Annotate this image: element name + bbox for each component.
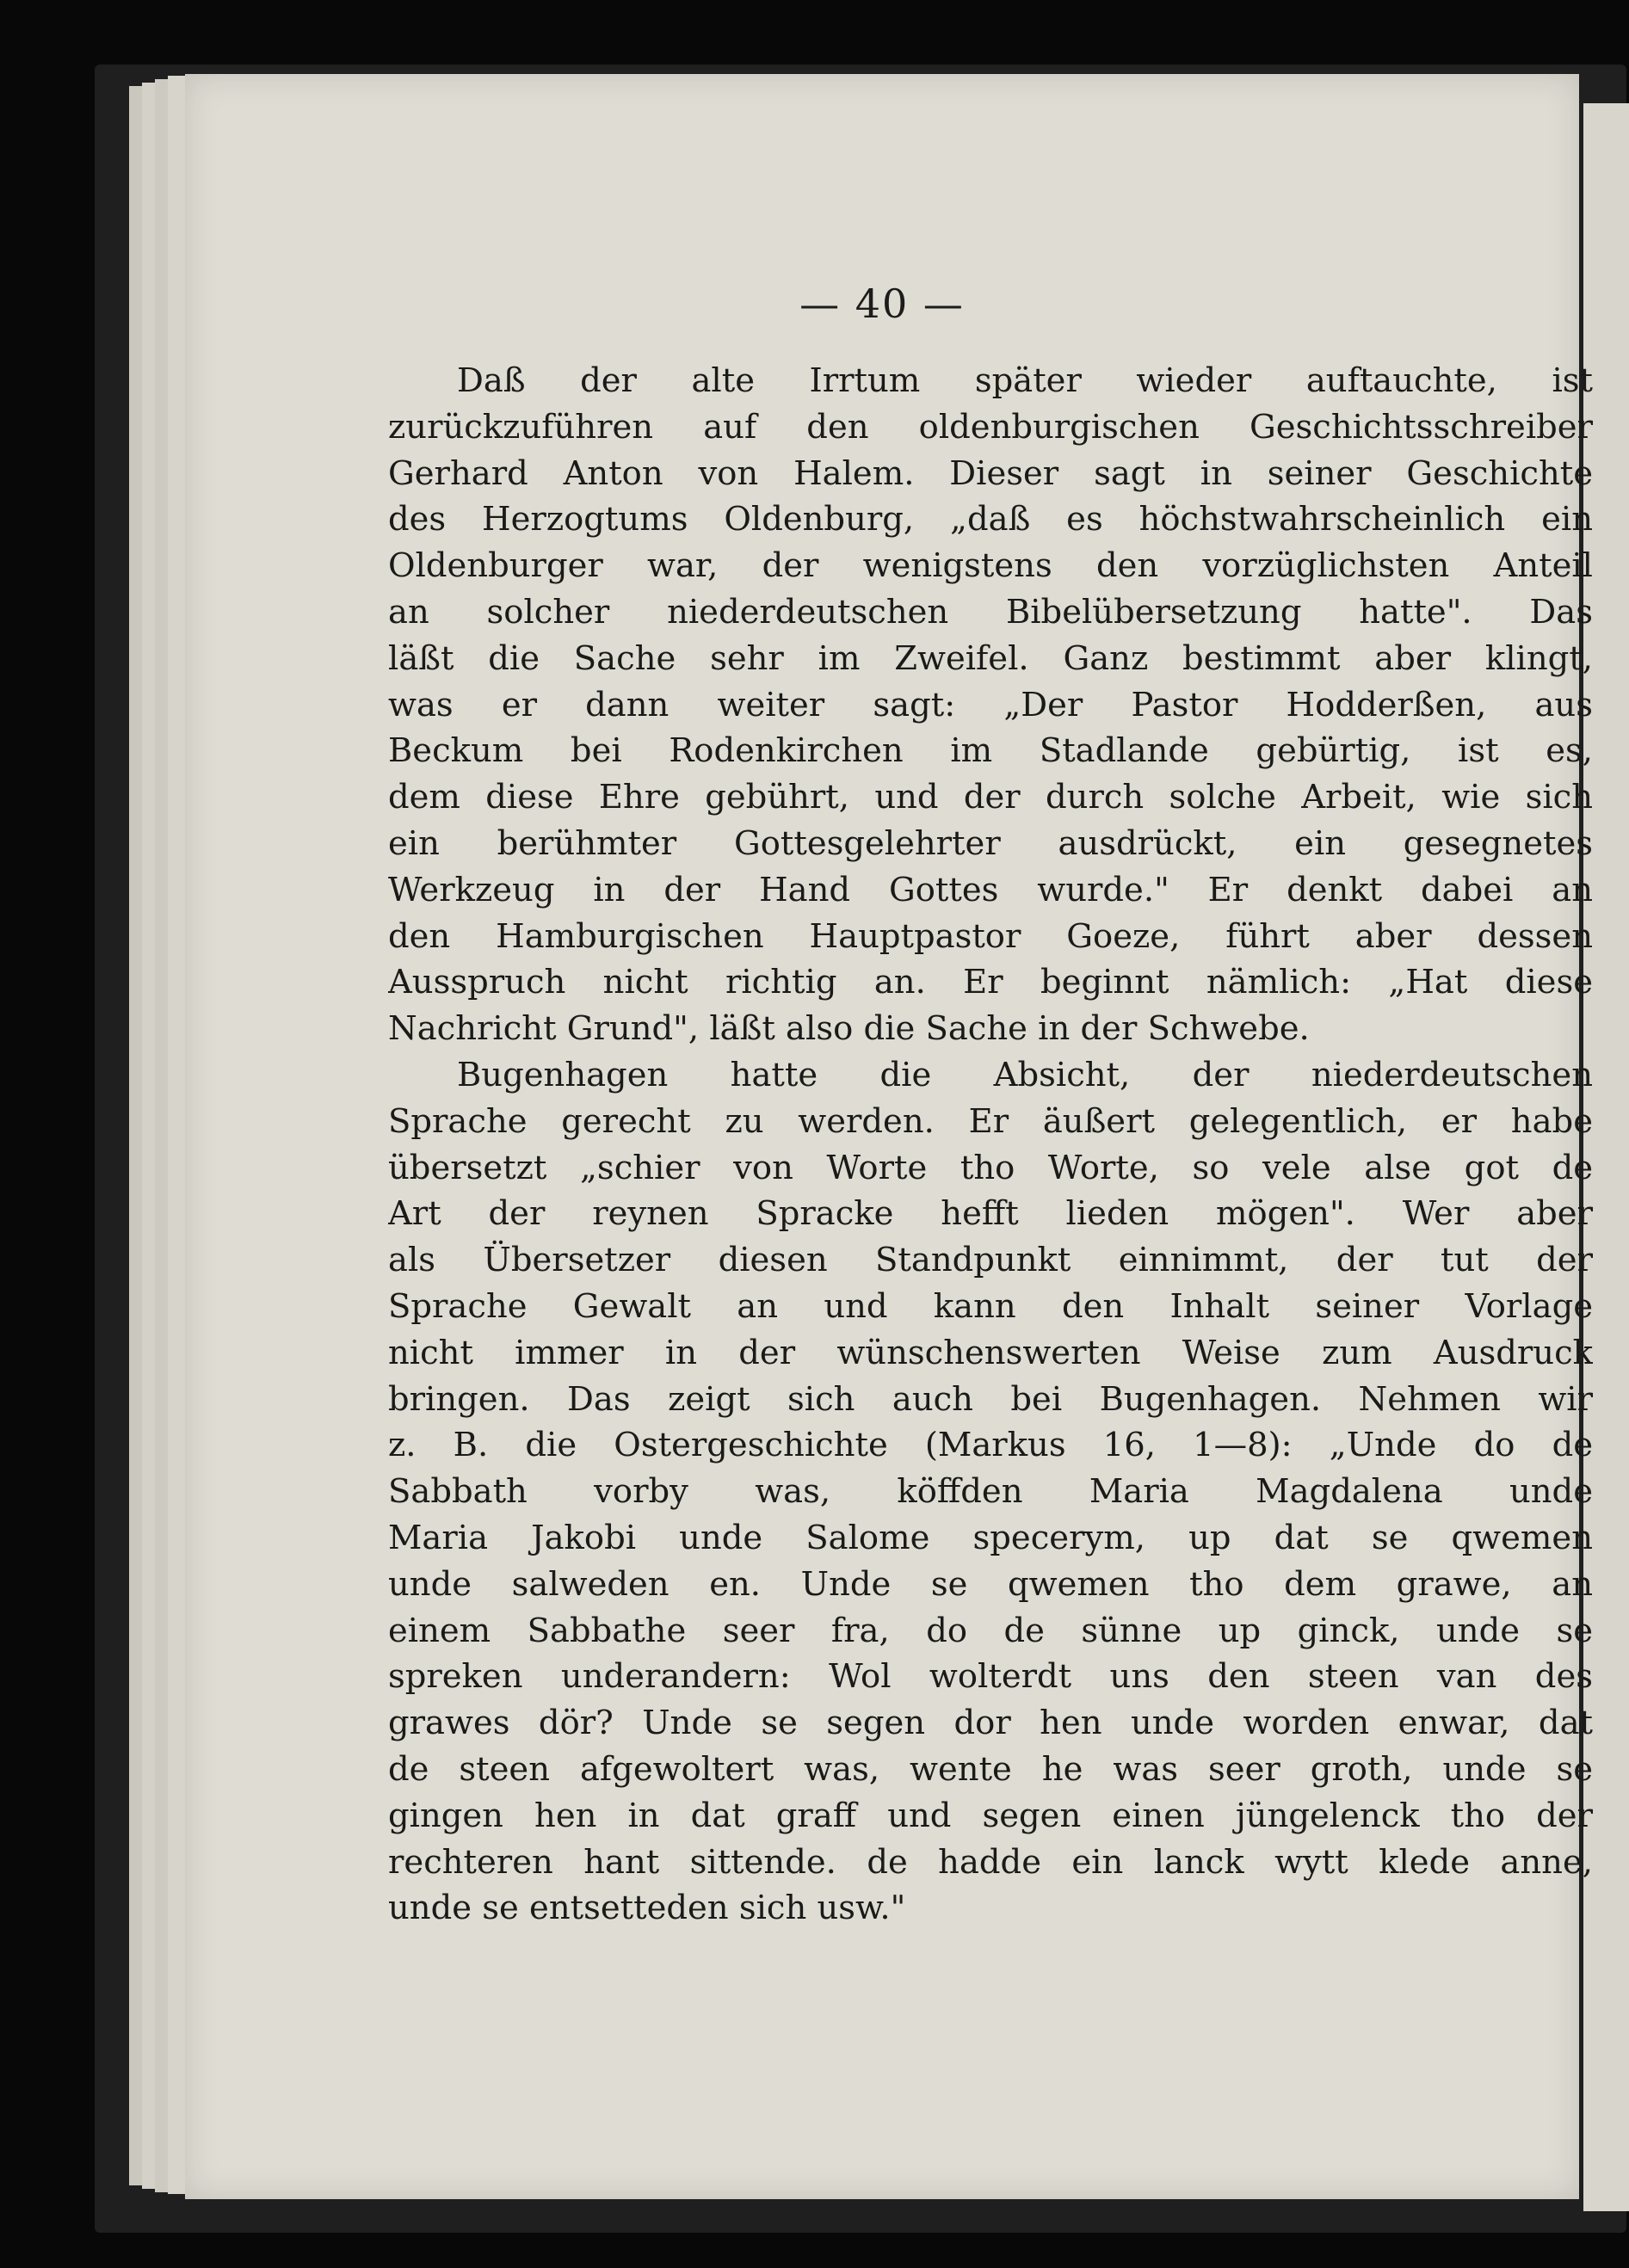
- text-line: Art der reynen Spracke hefft lieden mögen". Wer aber: [388, 1194, 1593, 1234]
- text-line: Nachricht Grund", läßt also die Sache in der Schwebe.: [388, 1009, 1310, 1049]
- text-line: den Hamburgischen Hauptpastor Goeze, führt aber dessen: [388, 916, 1593, 956]
- text-line: nicht immer in der wünschenswerten Weise zum Ausdruck: [388, 1333, 1593, 1372]
- text-line: zurückzuführen auf den oldenburgischen Geschichtsschreiber: [388, 407, 1593, 447]
- text-line: einem Sabbathe seer fra, do de sünne up ginck, unde se: [388, 1611, 1593, 1650]
- text-line: Werkzeug in der Hand Gottes wurde." Er denkt dabei an: [388, 870, 1593, 909]
- text-line: des Herzogtums Oldenburg, „daß es höchstwahrscheinlich ein: [388, 500, 1593, 539]
- book-page: [185, 74, 1593, 2199]
- text-line: gingen hen in dat graff und segen einen jüngelenck tho der: [388, 1796, 1593, 1835]
- text-line: grawes dör? Unde se segen dor hen unde worden enwar, dat: [388, 1704, 1593, 1743]
- text-line: läßt die Sache sehr im Zweifel. Ganz bestimmt aber klingt,: [388, 638, 1593, 678]
- text-line: übersetzt „schier von Worte tho Worte, so vele alse got de: [388, 1148, 1593, 1187]
- text-line: de steen afgewoltert was, wente he was seer groth, unde se: [388, 1749, 1593, 1789]
- text-line: unde salweden en. Unde se qwemen tho dem grawe, an: [388, 1564, 1593, 1604]
- text-line: Sprache Gewalt an und kann den Inhalt seiner Vorlage: [388, 1286, 1593, 1326]
- text-line: Daß der alte Irrtum später wieder auftauchte, ist: [457, 361, 1593, 400]
- text-line: Ausspruch nicht richtig an. Er beginnt nämlich: „Hat diese: [388, 963, 1593, 1002]
- text-line: Beckum bei Rodenkirchen im Stadlande gebürtig, ist es,: [388, 731, 1593, 771]
- text-line: rechteren hant sittende. de hadde ein lanck wytt klede anne,: [388, 1842, 1593, 1882]
- text-line: Bugenhagen hatte die Absicht, der niederdeutschen: [457, 1055, 1593, 1094]
- text-line: Oldenburger war, der wenigstens den vorzüglichsten Anteil: [388, 546, 1593, 586]
- text-line: Gerhard Anton von Halem. Dieser sagt in seiner Geschichte: [388, 453, 1593, 493]
- text-line: ein berühmter Gottesgelehrter ausdrückt, ein gesegnetes: [388, 823, 1593, 863]
- body-text: [388, 358, 1593, 1932]
- text-line: was er dann weiter sagt: „Der Pastor Hodderßen, aus: [388, 685, 1593, 724]
- text-line: dem diese Ehre gebührt, und der durch solche Arbeit, wie sich: [388, 778, 1593, 817]
- text-line: Sprache gerecht zu werden. Er äußert gelegentlich, er habe: [388, 1101, 1593, 1141]
- text-line: bringen. Das zeigt sich auch bei Bugenhagen. Nehmen wir: [388, 1379, 1593, 1419]
- text-line: an solcher niederdeutschen Bibelübersetzung hatte". Das: [388, 592, 1593, 632]
- text-line: unde se entsetteden sich usw.": [388, 1889, 906, 1928]
- text-line: spreken underandern: Wol wolterdt uns den steen van des: [388, 1657, 1593, 1697]
- text-line: Maria Jakobi unde Salome specerym, up dat se qwemen: [388, 1518, 1593, 1557]
- text-line: als Übersetzer diesen Standpunkt einnimmt, der tut der: [388, 1241, 1593, 1280]
- page-number: — 40 —: [799, 280, 965, 327]
- text-line: z. B. die Ostergeschichte (Markus 16, 1—8): „Unde do de: [388, 1426, 1593, 1465]
- text-line: Sabbath vorby was, köffden Maria Magdalena unde: [388, 1472, 1593, 1512]
